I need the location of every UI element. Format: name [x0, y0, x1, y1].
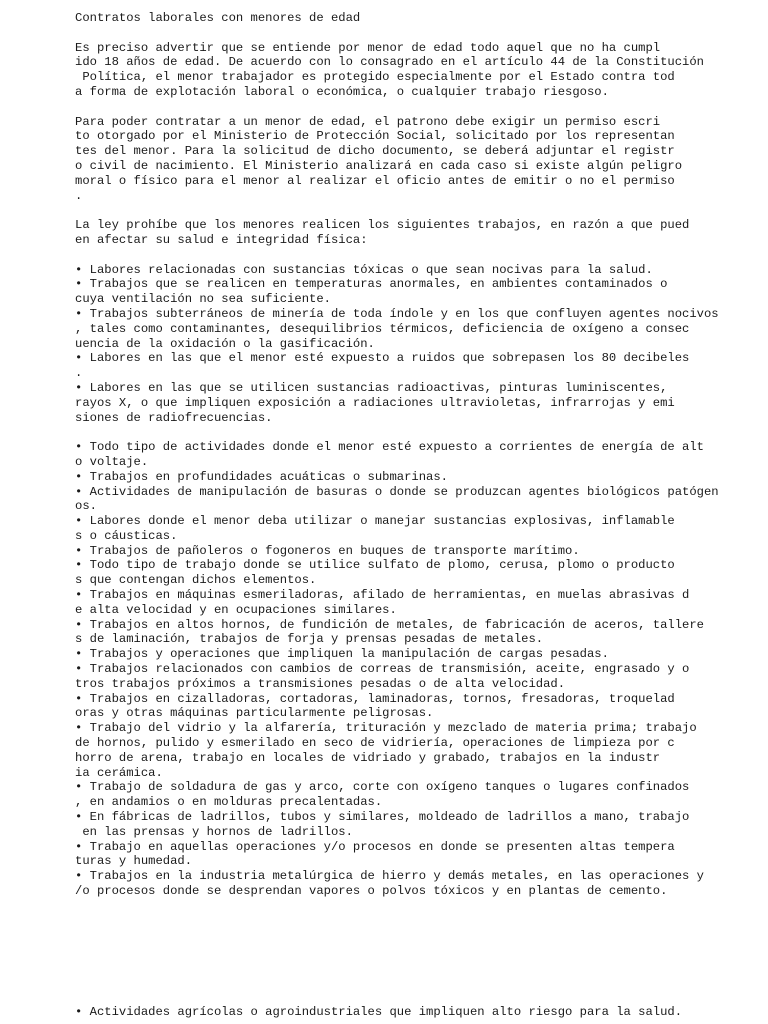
text-line: turas y humedad.	[75, 854, 193, 869]
text-line	[75, 203, 765, 218]
document-tail-line: • Actividades agrícolas o agroindustriales que impliquen alto riesgo para la salud.	[75, 1005, 683, 1019]
text-line: , en andamios o en molduras precalentadas.	[75, 795, 383, 810]
text-line: • Trabajos en la industria metalúrgica de hierro y demás metales, en las operaciones y	[75, 869, 704, 884]
text-line: • Trabajos de pañoleros o fogoneros en buques de transporte marítimo.	[75, 543, 580, 558]
text-line: s o cáusticas.	[75, 528, 178, 543]
text-line: de hornos, pulido y esmerilado en seco de vidriería, operaciones de limpieza por c	[75, 736, 675, 751]
text-line: en las prensas y hornos de ladrillos.	[75, 824, 353, 839]
text-line: tros trabajos próximos a transmisiones pesadas o de alta velocidad.	[75, 676, 566, 691]
text-line: os.	[75, 499, 97, 514]
text-line: • Trabajos que se realicen en temperaturas anormales, en ambientes contaminados o	[75, 277, 668, 292]
text-line: • Todo tipo de trabajo donde se utilice sulfato de plomo, cerusa, plomo o producto	[75, 558, 675, 573]
text-line: cuya ventilación no sea suficiente.	[75, 292, 331, 307]
text-line: • Labores donde el menor deba utilizar o manejar sustancias explosivas, inflamable	[75, 514, 675, 529]
document-title: Contratos laborales con menores de edad	[75, 11, 361, 25]
text-line: • Trabajo en aquellas operaciones y/o procesos en donde se presenten altas tempera	[75, 839, 675, 854]
text-line: Para poder contratar a un menor de edad, el patrono debe exigir un permiso escri	[75, 114, 661, 129]
text-line: • Labores relacionadas con sustancias tóxicas o que sean nocivas para la salud.	[75, 262, 653, 277]
text-line: • Labores en las que se utilicen sustancias radioactivas, pinturas luminiscentes,	[75, 380, 668, 395]
text-line: /o procesos donde se desprendan vapores o polvos tóxicos y en plantas de cemento.	[75, 884, 668, 899]
text-line: uencia de la oxidación o la gasificación.	[75, 336, 375, 351]
text-line: .	[75, 366, 83, 381]
text-line: o civil de nacimiento. El Ministerio analizará en cada caso si existe algún peligro	[75, 158, 683, 173]
text-line	[75, 26, 765, 41]
text-line: La ley prohíbe que los menores realicen los siguientes trabajos, en razón a que pued	[75, 218, 690, 233]
text-line: s que contengan dichos elementos.	[75, 573, 317, 588]
text-line: • Trabajos subterráneos de minería de toda índole y en los que confluyen agentes nocivos	[75, 306, 719, 321]
text-line: • Labores en las que el menor esté expuesto a ruidos que sobrepasen los 80 decibeles	[75, 351, 690, 366]
text-line: en afectar su salud e integridad física:	[75, 232, 368, 247]
text-line: Es preciso advertir que se entiende por menor de edad todo aquel que no ha cumpl	[75, 40, 661, 55]
text-line: • Trabajos en altos hornos, de fundición de metales, de fabricación de aceros, tallere	[75, 617, 704, 632]
text-line: e alta velocidad y en ocupaciones similares.	[75, 602, 397, 617]
text-line: o voltaje.	[75, 454, 149, 469]
text-line	[75, 100, 765, 115]
text-line: • Trabajo de soldadura de gas y arco, corte con oxígeno tanques o lugares confinados	[75, 780, 690, 795]
text-line: moral o físico para el menor al realizar el oficio antes de emitir o no el permiso	[75, 173, 675, 188]
text-line: rayos X, o que impliquen exposición a radiaciones ultravioletas, infrarrojas y emi	[75, 395, 675, 410]
text-line: , tales como contaminantes, desequilibrios térmicos, deficiencia de oxígeno a consec	[75, 321, 690, 336]
text-line: tes del menor. Para la solicitud de dicho documento, se deberá adjuntar el registr	[75, 144, 675, 159]
text-line: • Todo tipo de actividades donde el menor esté expuesto a corrientes de energía de alt	[75, 440, 704, 455]
text-line: • Trabajos relacionados con cambios de correas de transmisión, aceite, engrasado y o	[75, 662, 690, 677]
text-line: • Actividades de manipulación de basuras o donde se produzcan agentes biológicos patógen	[75, 484, 719, 499]
text-line: ia cerámica.	[75, 765, 163, 780]
document-body	[75, 11, 765, 899]
text-line: to otorgado por el Ministerio de Protección Social, solicitado por los representan	[75, 129, 675, 144]
text-line: • Trabajos en máquinas esmeriladoras, afilado de herramientas, en muelas abrasivas d	[75, 588, 690, 603]
text-line: oras y otras máquinas particularmente peligrosas.	[75, 706, 434, 721]
text-line: Política, el menor trabajador es protegido especialmente por el Estado contra tod	[75, 70, 675, 85]
text-line: • Trabajos y operaciones que impliquen la manipulación de cargas pesadas.	[75, 647, 609, 662]
text-line: .	[75, 188, 83, 203]
text-line	[75, 425, 765, 440]
text-line: s de laminación, trabajos de forja y prensas pesadas de metales.	[75, 632, 544, 647]
text-line: • En fábricas de ladrillos, tubos y similares, moldeado de ladrillos a mano, trabajo	[75, 810, 690, 825]
text-line: horro de arena, trabajo en locales de vidriado y grabado, trabajos en la industr	[75, 750, 661, 765]
text-line	[75, 248, 765, 263]
text-line: a forma de explotación laboral o económica, o cualquier trabajo riesgoso.	[75, 84, 609, 99]
text-line: siones de radiofrecuencias.	[75, 410, 273, 425]
text-line: • Trabajo del vidrio y la alfarería, trituración y mezclado de materia prima; trabajo	[75, 721, 697, 736]
text-line: • Trabajos en cizalladoras, cortadoras, laminadoras, tornos, fresadoras, troquelad	[75, 691, 675, 706]
text-line: ido 18 años de edad. De acuerdo con lo consagrado en el artículo 44 de la Constitución	[75, 55, 704, 70]
text-line: • Trabajos en profundidades acuáticas o submarinas.	[75, 469, 448, 484]
